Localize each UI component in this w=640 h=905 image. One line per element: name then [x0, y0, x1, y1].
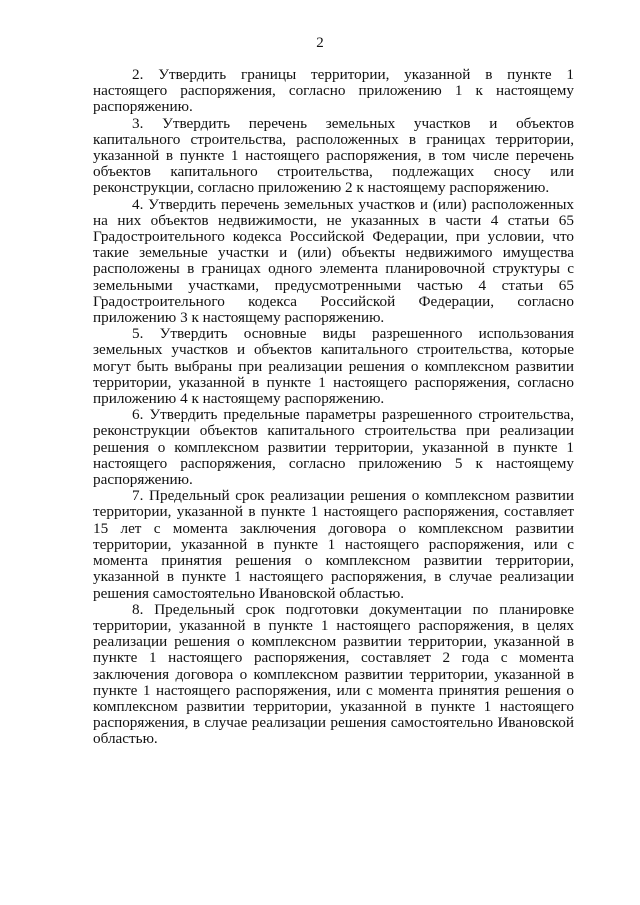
page-number: 2 — [316, 35, 324, 51]
paragraph-7: 7. Предельный срок реализации решения о комплексном развитии территории, указанной в пункте 1 настоящего распоряжения, составляет 15 лет с момента заключения договора о комплексном развитии территории, указанной в пункте 1 настоящего распоряжения, или с момента принятия решения о комплексном развитии территории, указанной в пункте 1 настоящего распоряжения, в случае реализации решения самостоятельно Ивановской областью. — [93, 487, 574, 602]
paragraph-2: 2. Утвердить границы территории, указанной в пункте 1 настоящего распоряжения, согласно приложению 1 к настоящему распоряжению. — [93, 66, 574, 116]
paragraph-5: 5. Утвердить основные виды разрешенного использования земельных участков и объектов капитального строительства, которые могут быть выбраны при реализации решения о комплексном развитии территории, указанной в пункте 1 настоящего распоряжения, согласно приложению 4 к настоящему распоряжению. — [93, 325, 574, 408]
paragraph-8: 8. Предельный срок подготовки документации по планировке территории, указанной в пункте 1 настоящего распоряжения, в целях реализации решения о комплексном развитии территории, указанной в пункте 1 настоящего распоряжения, составляет 2 года с момента заключения договора о комплексном развитии территории, указанной в пункте 1 настоящего распоряжения, или с момента принятия решения о комплексном развитии территории, указанной в пункте 1 настоящего распоряжения, в случае реализации решения самостоятельно Ивановской областью. — [93, 600, 574, 748]
paragraph-6: 6. Утвердить предельные параметры разрешенного строительства, реконструкции объектов капитального строительства при реализации решения о комплексном развитии территории, указанной в пункте 1 настоящего распоряжения, согласно приложению 5 к настоящему распоряжению. — [93, 406, 574, 489]
paragraph-4: 4. Утвердить перечень земельных участков и (или) расположенных на них объектов недвижимости, не указанных в части 4 статьи 65 Градостроительного кодекса Российской Федерации, при условии, что такие земельные участки и (или) объекты недвижимого имущества расположены в границах одного элемента планировочной структуры с земельными участками, предусмотренными частью 4 статьи 65 Градостроительного кодекса Российской Федерации, согласно приложению 3 к настоящему распоряжению. — [93, 195, 574, 327]
paragraph-3: 3. Утвердить перечень земельных участков и объектов капитального строительства, расположенных в границах территории, указанной в пункте 1 настоящего распоряжения, в том числе перечень объектов капитального строительства, подлежащих сносу или реконструкции, согласно приложению 2 к настоящему распоряжению. — [93, 114, 574, 197]
document-body — [93, 67, 574, 748]
